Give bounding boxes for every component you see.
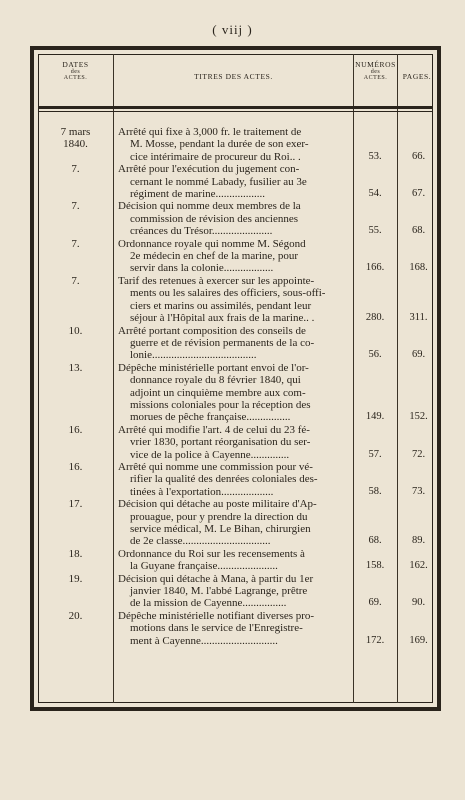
row-page: 168.	[409, 262, 428, 274]
row-title-line: Décision qui nomme deux membres de la	[118, 200, 301, 213]
row-title-line: Arrêté portant composition des conseils de	[118, 324, 306, 337]
row-title-line: M. Mosse, pendant la durée de son exer-	[130, 138, 309, 151]
row-title-line: ment à Cayenne............................	[130, 634, 278, 647]
row-title-line: régiment de marine..................	[130, 188, 266, 201]
row-title-line: la Guyane française......................	[130, 560, 278, 573]
row-date-line: 19.	[68, 572, 83, 585]
row-title	[118, 275, 349, 325]
row-title-line: vrier 1830, portant réorganisation du ser-	[130, 436, 311, 449]
table-row	[39, 610, 432, 647]
row-title-line: commission de révision des anciennes	[130, 212, 299, 225]
row-date	[39, 548, 112, 560]
row-numero: 57.	[368, 448, 382, 460]
row-date	[39, 573, 112, 585]
header-dates	[39, 60, 112, 81]
row-title-line: Arrêté qui fixe à 3,000 fr. le traitement de	[118, 126, 302, 138]
table-row	[39, 126, 432, 163]
table-row	[39, 461, 432, 498]
header-titles-label: TITRES DES ACTES.	[194, 72, 273, 81]
row-title	[118, 548, 349, 573]
row-numero: 68.	[368, 535, 382, 547]
row-title-line: guerre et de révision permanents de la co-	[130, 336, 315, 349]
row-numero: 53.	[368, 150, 382, 162]
row-date	[39, 498, 112, 510]
header-pages	[398, 72, 436, 81]
header-pages-label: PAGES.	[402, 72, 432, 81]
header-titles	[114, 72, 353, 81]
row-title	[118, 126, 349, 163]
row-date	[39, 163, 112, 175]
row-title	[118, 424, 349, 461]
row-title-line: Décision qui détache à Mana, à partir du 1er	[118, 572, 314, 585]
row-title-line: Décision qui détache au poste militaire d'Ap-	[118, 498, 317, 511]
row-title-line: séjour à l'Hôpital aux frais de la marine.. .	[130, 312, 315, 325]
row-numero: 280.	[365, 312, 385, 324]
row-title-line: Tarif des retenues à exercer sur les appointe-	[118, 274, 315, 287]
row-title-line: ments ou les salaires des officiers, sous-offi-	[130, 287, 326, 300]
row-date-line: 1840.	[63, 138, 88, 151]
row-date	[39, 424, 112, 436]
row-title	[118, 610, 349, 647]
row-title-line: lonie......................................	[130, 349, 257, 362]
row-page: 162.	[409, 560, 428, 572]
table-row	[39, 238, 432, 275]
row-page: 152.	[409, 411, 428, 423]
header-dates-mid: des	[70, 69, 81, 75]
row-page: 66.	[411, 150, 426, 162]
row-title-line: ciers et marins ou assimilés, pendant leur	[130, 299, 312, 312]
row-title-line: missions coloniales pour la réception des	[130, 398, 311, 411]
row-title	[118, 238, 349, 275]
table-row	[39, 200, 432, 237]
row-title	[118, 200, 349, 237]
table-row	[39, 362, 432, 424]
table-row	[39, 275, 432, 325]
row-numero: 158.	[365, 560, 385, 572]
table-row	[39, 573, 432, 610]
row-numero: 54.	[368, 188, 382, 200]
row-title-line: cice intérimaire de procureur du Roi.. .	[130, 150, 301, 163]
row-title	[118, 573, 349, 610]
row-title	[118, 498, 349, 548]
table-row	[39, 163, 432, 200]
row-numero: 56.	[368, 349, 382, 361]
row-title-line: de la mission de Cayenne................	[130, 597, 287, 610]
header-rule-thick	[39, 106, 432, 109]
row-numero: 172.	[365, 634, 385, 646]
row-date	[39, 610, 112, 622]
row-date	[39, 238, 112, 250]
row-page: 90.	[411, 597, 426, 609]
page-number: ( viij )	[212, 22, 253, 37]
row-numero: 55.	[368, 225, 382, 237]
row-title	[118, 325, 349, 362]
row-page: 72.	[411, 448, 426, 460]
row-title	[118, 362, 349, 424]
row-date-line: 20.	[68, 609, 83, 622]
row-page: 69.	[411, 349, 426, 361]
row-date-line: 13.	[68, 361, 83, 374]
table-row	[39, 548, 432, 573]
header-numeros-top: NUMÉROS	[355, 60, 396, 69]
row-title	[118, 461, 349, 498]
row-page: 67.	[411, 188, 426, 200]
header-dates-bottom: ACTES.	[63, 75, 88, 81]
row-date-line: 7.	[71, 274, 80, 287]
table-row	[39, 424, 432, 461]
row-title-line: service médical, M. Le Bihan, chirurgien	[130, 523, 311, 535]
row-date	[39, 200, 112, 212]
header-rule-thin	[39, 111, 432, 112]
row-title-line: janvier 1840, M. l'abbé Lagrange, prêtre	[130, 585, 308, 598]
row-page: 169.	[409, 634, 428, 646]
row-page: 311.	[409, 312, 428, 324]
row-title-line: Ordonnance du Roi sur les recensements à	[118, 547, 305, 560]
row-title-line: cernant le nommé Labady, fusilier au 3e	[130, 175, 307, 188]
row-date-line: 7.	[71, 200, 80, 213]
row-date	[39, 275, 112, 287]
row-page: 89.	[411, 535, 426, 547]
row-numero: 69.	[368, 597, 382, 609]
row-date	[39, 325, 112, 337]
header-numeros-mid: des	[370, 69, 381, 75]
row-page: 68.	[411, 225, 426, 237]
header-numeros	[354, 60, 397, 81]
row-numero: 149.	[365, 411, 385, 423]
row-numero: 166.	[365, 262, 385, 274]
row-title-line: morues de pêche française................	[130, 411, 291, 424]
row-title-line: rifier la qualité des denrées coloniales des-	[130, 473, 318, 486]
row-date-line: 10.	[68, 324, 83, 337]
row-title-line: Dépêche ministérielle portant envoi de l'or-	[118, 361, 309, 374]
row-date-line: 16.	[68, 460, 83, 473]
row-title-line: motions dans le service de l'Enregistre-	[130, 622, 303, 635]
row-date-line: 7.	[71, 163, 80, 176]
row-title-line: Dépêche ministérielle notifiant diverses pro-	[118, 609, 315, 622]
row-title-line: prouague, pour y prendre la direction du	[130, 510, 308, 523]
row-title-line: vice de la police à Cayenne..............	[130, 448, 290, 461]
row-date-line: 18.	[68, 547, 83, 560]
row-title-line: Arrêté qui modifie l'art. 4 de celui du 23 fé-	[118, 423, 310, 436]
row-title-line: Arrêté qui nomme une commission pour vé-	[118, 460, 313, 473]
header-dates-top: DATES	[62, 60, 89, 69]
row-date-line: 7 mars	[60, 126, 91, 138]
row-date-line: 17.	[68, 498, 83, 511]
row-date-line: 7.	[71, 237, 80, 250]
row-title-line: donnance royale du 8 février 1840, qui	[130, 374, 301, 387]
row-date	[39, 126, 112, 151]
row-title	[118, 163, 349, 200]
row-title-line: Arrêté pour l'exécution du jugement con-	[118, 163, 300, 176]
row-numero: 58.	[368, 485, 382, 497]
row-title-line: servir dans la colonie..................	[130, 262, 274, 275]
row-title-line: adjoint un cinquième membre aux com-	[130, 386, 306, 399]
row-page: 73.	[411, 485, 426, 497]
row-date	[39, 461, 112, 473]
row-date	[39, 362, 112, 374]
row-title-line: de 2e classe................................	[130, 535, 271, 548]
row-date-line: 16.	[68, 423, 83, 436]
table-body	[39, 126, 432, 647]
row-title-line: Ordonnance royale qui nomme M. Ségond	[118, 237, 306, 250]
table-frame	[30, 46, 441, 711]
row-title-line: tinées à l'exportation...................	[130, 485, 274, 498]
row-title-line: créances du Trésor......................	[130, 225, 273, 238]
table-row	[39, 498, 432, 548]
header-numeros-bottom: ACTES.	[363, 75, 388, 81]
row-title-line: 2e médecin en chef de la marine, pour	[130, 250, 298, 263]
table-row	[39, 325, 432, 362]
